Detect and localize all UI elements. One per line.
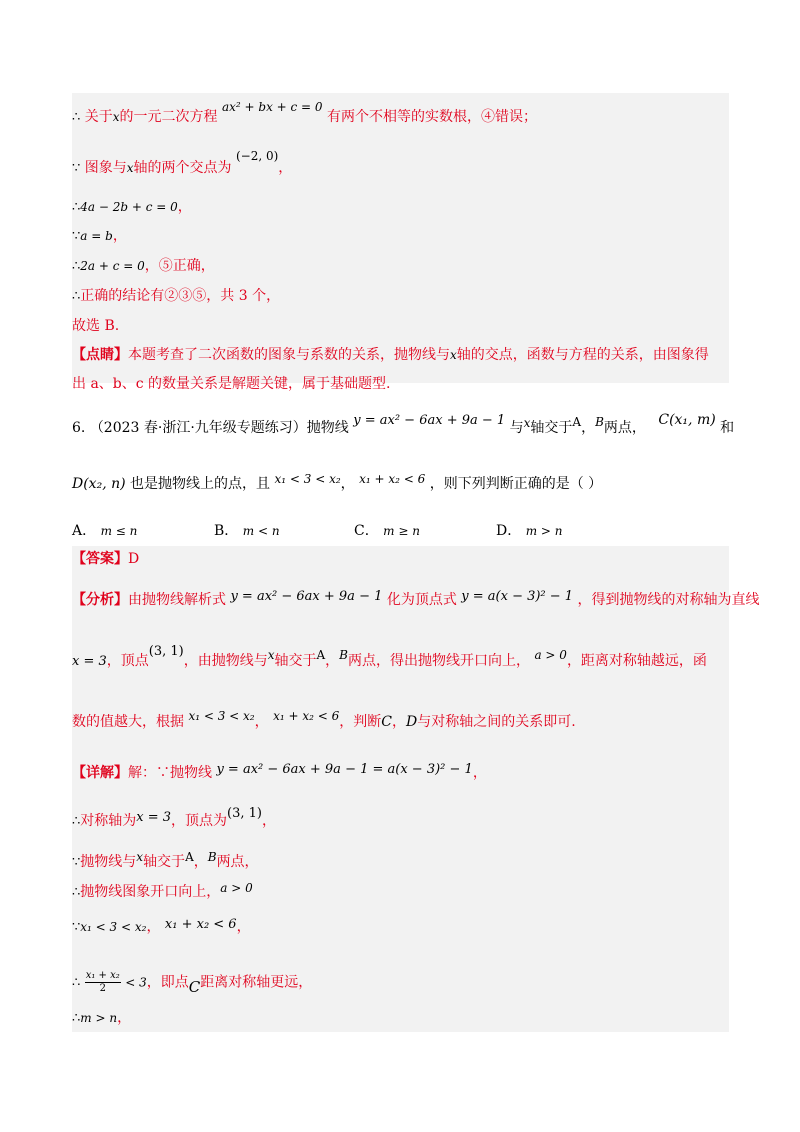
question-number: 6. [72,420,86,436]
detail-line-6: ∴ $\frac{\text{x₁ + x₂}}{2}$ < 3，即点C距离对称轴更远， [72,970,313,996]
detail-line-3: ∵抛物线与x轴交于A，B两点， [72,850,259,870]
fraction: $\frac{\text{x₁ + x₂}}{2}$ [85,970,120,994]
prev-line-4: ∵a = b， [72,228,127,244]
prev-line-1: ∴ 关于x的一元二次方程 ax² + bx + c = 0 有两个不相等的实数根，④错误； [72,100,538,125]
detail-line-2: ∴对称轴为x = 3，顶点为(3, 1)， [72,806,276,829]
question-6-line-1: 6. （2023 春·浙江·九年级专题练习）抛物线 y = ax² − 6ax + 9a − 1 与x轴交于A，B两点， C(x₁, m) 和 [72,412,735,436]
detail-line-4: ∴抛物线图象开口向上，a > 0 [72,881,253,900]
option-c: C． m ≥ n [354,523,420,539]
dianjing-line-1: 【点睛】本题考查了二次函数的图象与系数的关系，抛物线与x轴的交点，函数与方程的关系，由图象得 [72,347,709,363]
analysis-line-2: x = 3，顶点(3, 1)，由抛物线与x轴交于A，B两点，得出抛物线开口向上， a > 0，距离对称轴越远，函 [72,644,707,669]
prev-line-6: ∴正确的结论有②③⑤，共 3 个， [72,288,281,304]
option-b: B． m < n [214,523,280,539]
analysis-line-3: 数的值越大，根据 x₁ < 3 < x₂， x₁ + x₂ < 6，判断C，D与对称轴之间的关系即可. [72,709,576,730]
dianjing-line-2: 出 a、b、c 的数量关系是解题关键，属于基础题型. [72,376,391,392]
prev-line-5: ∴2a + c = 0，⑤正确， [72,258,215,274]
prev-line-2: ∵ 图象与x轴的两个交点为 (−2, 0)， [72,149,293,176]
detail-line-1: 【详解】解：∵抛物线 y = ax² − 6ax + 9a − 1 = a(x − 3)² − 1， [72,762,487,781]
previous-solution-block [72,93,729,383]
detail-line-7: ∴m > n， [72,1010,132,1026]
detail-line-5: ∵x₁ < 3 < x₂， x₁ + x₂ < 6， [72,917,251,935]
prev-line-3: ∴4a − 2b + c = 0， [72,199,192,215]
option-d: D． m > n [496,523,563,539]
answer-line: 【答案】D [72,551,140,567]
answer-block [72,546,729,1032]
option-a: A． m ≤ n [72,523,138,539]
analysis-line-1: 【分析】由抛物线解析式 y = ax² − 6ax + 9a − 1 化为顶点式 y = a(x − 3)² − 1 ，得到抛物线的对称轴为直线 [72,589,760,608]
question-6-line-2: D(x₂, n) 也是抛物线上的点，且 x₁ < 3 < x₂， x₁ + x₂ < 6 ，则下列判断正确的是（ ） [72,472,603,492]
prev-line-7: 故选 B. [72,318,120,334]
